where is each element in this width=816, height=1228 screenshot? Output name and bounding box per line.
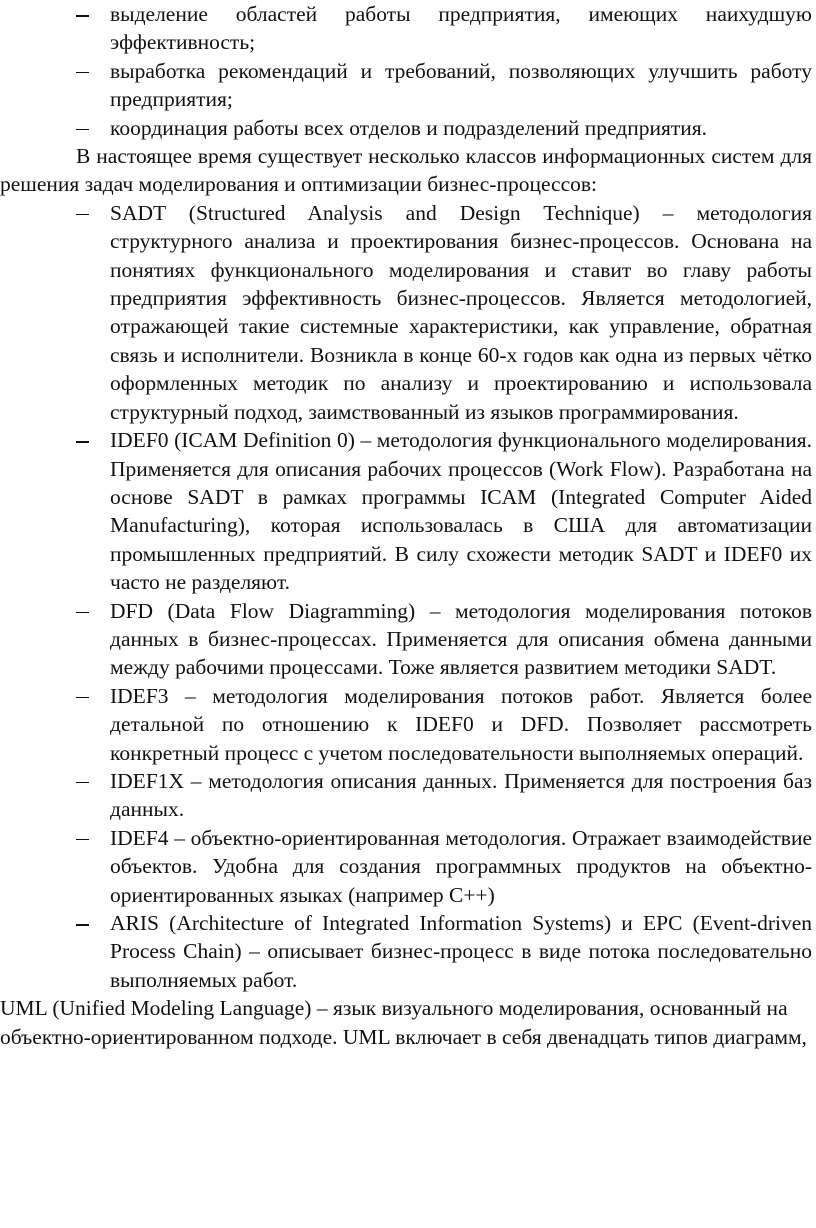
list-item-idef1x [0, 767, 816, 824]
list-item-text: выделение областей работы предприятия, имеющих наихудшую эффективность; [110, 2, 812, 55]
list-item [0, 0, 816, 57]
list-item-dfd [0, 597, 816, 682]
list-item-text: IDEF1X – методология описания данных. Применяется для построения баз данных. [110, 768, 812, 822]
list-item-aris [0, 909, 816, 994]
list-item [0, 57, 816, 114]
list-item-text: ARIS (Architecture of Integrated Information Systems) и EPC (Event-driven Process Chain) – описывает бизнес-процесс в виде потока последовательно выполняемых работ. [110, 911, 812, 992]
list-item-text: выработка рекомендаций и требований, позволяющих улучшить работу предприятия; [110, 58, 812, 112]
list-item [0, 114, 816, 142]
methods-list [0, 199, 816, 994]
list-item-text: IDEF0 (ICAM Definition 0) – методология функционального моделирования. Применяется для описания рабочих процессов (Work Flow). Разработана на основе SADT в рамках программы ICAM (Integrated Computer Aided Manufacturing), которая использовалась в США для автоматизации промышленных предприятий. В силу схожести методик SADT и IDEF0 их часто не разделяют. [110, 428, 812, 595]
intro-list [0, 0, 816, 142]
list-item-idef4 [0, 824, 816, 909]
closing-paragraph: UML (Unified Modeling Language) – язык визуального моделирования, основанный на объектно-ориентированном подходе. UML включает в себя двенадцать типов диаграмм, [0, 996, 807, 1049]
list-item-idef3 [0, 682, 816, 767]
list-item-idef0 [0, 426, 816, 596]
list-item-sadt [0, 199, 816, 426]
body-paragraph: В настоящее время существует несколько классов информационных систем для решения задач моделирования и оптимизации бизнес-процессов: [0, 144, 812, 197]
list-item-text: DFD (Data Flow Diagramming) – методология моделирования потоков данных в бизнес-процессах. Применяется для описания обмена данными между рабочими процессами. Тоже является развитием методики SADT. [110, 598, 812, 680]
list-item-text: координация работы всех отделов и подразделений предприятия. [110, 115, 708, 140]
list-item-text: IDEF3 – методология моделирования потоков работ. Является более детальной по отношению к IDEF0 и DFD. Позволяет рассмотреть конкретный процесс с учетом последовательности выполняемых операций. [110, 683, 812, 765]
list-item-text: SADT (Structured Analysis and Design Technique) – методология структурного анализа и проектирования бизнес-процессов. Основана на понятиях функционального моделирования и ставит во главу работы предприятия эффективность бизнес-процессов. Является методологией, отражающей такие системные характеристики, как управление, обратная связь и исполнители. Возникла в конце 60-х годов как одна из первых чётко оформленных методик по анализу и проектированию и использовала структурный подход, заимствованный из языков программирования. [110, 200, 812, 424]
list-item-text: IDEF4 – объектно-ориентированная методология. Отражает взаимодействие объектов. Удобна для создания программных продуктов на объектно-ориентированных языках (например С++) [110, 825, 812, 907]
